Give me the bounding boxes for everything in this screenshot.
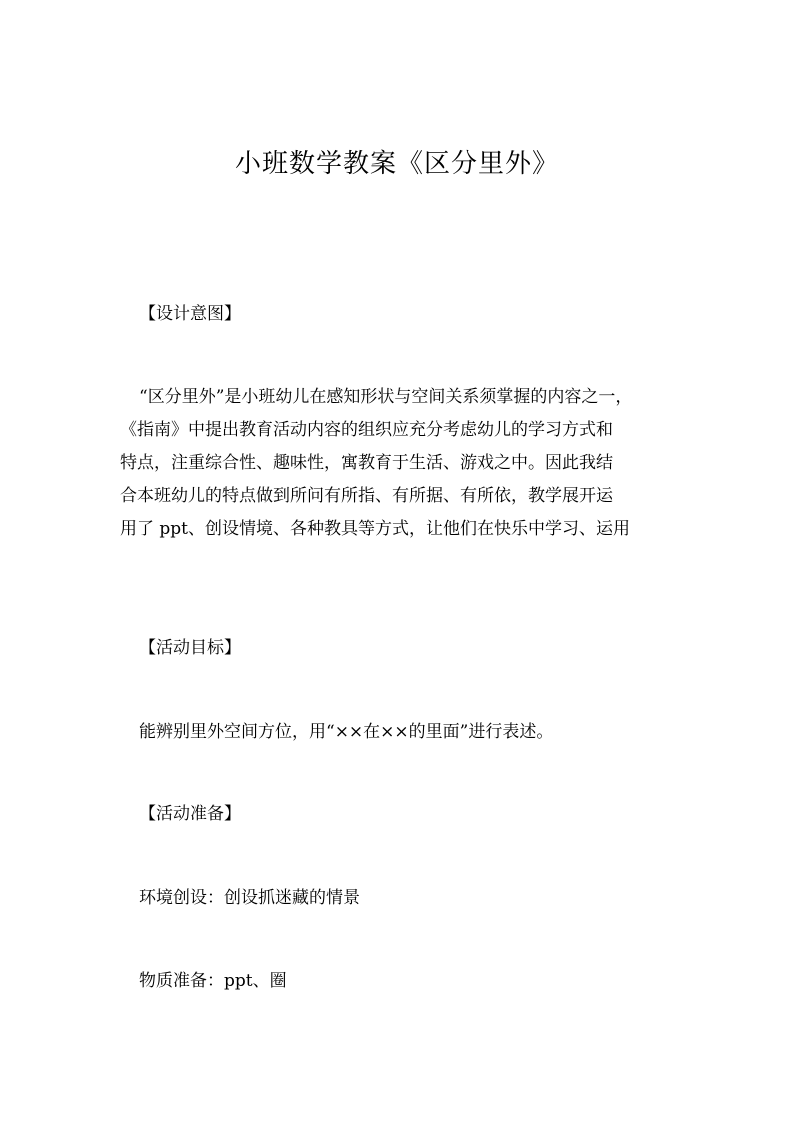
section-heading-activity-goal: 【活动目标】 bbox=[139, 638, 241, 658]
paragraph-line: 用了 ppt、创设情境、各种教具等方式，让他们在快乐中学习、运用 bbox=[120, 519, 630, 539]
activity-goal-text: 能辨别里外空间方位，用“××在××的里面”进行表述。 bbox=[139, 722, 554, 742]
paragraph-line: 合本班幼儿的特点做到所问有所指、有所据、有所依，教学展开运 bbox=[120, 486, 613, 506]
section-heading-activity-prep: 【活动准备】 bbox=[139, 804, 241, 824]
paragraph-line: “区分里外”是小班幼儿在感知形状与空间关系须掌握的内容之一， bbox=[139, 387, 633, 407]
paragraph-line: 特点，注重综合性、趣味性，寓教育于生活、游戏之中。因此我结 bbox=[120, 453, 613, 473]
design-intent-paragraph bbox=[120, 381, 676, 546]
environment-setup-text: 环境创设：创设抓迷藏的情景 bbox=[139, 888, 360, 908]
document-title: 小班数学教案《区分里外》 bbox=[234, 149, 559, 179]
paragraph-line: 《指南》中提出教育活动内容的组织应充分考虑幼儿的学习方式和 bbox=[120, 420, 613, 440]
section-heading-design-intent: 【设计意图】 bbox=[139, 304, 241, 324]
materials-prep-text: 物质准备：ppt、圈 bbox=[139, 971, 287, 991]
